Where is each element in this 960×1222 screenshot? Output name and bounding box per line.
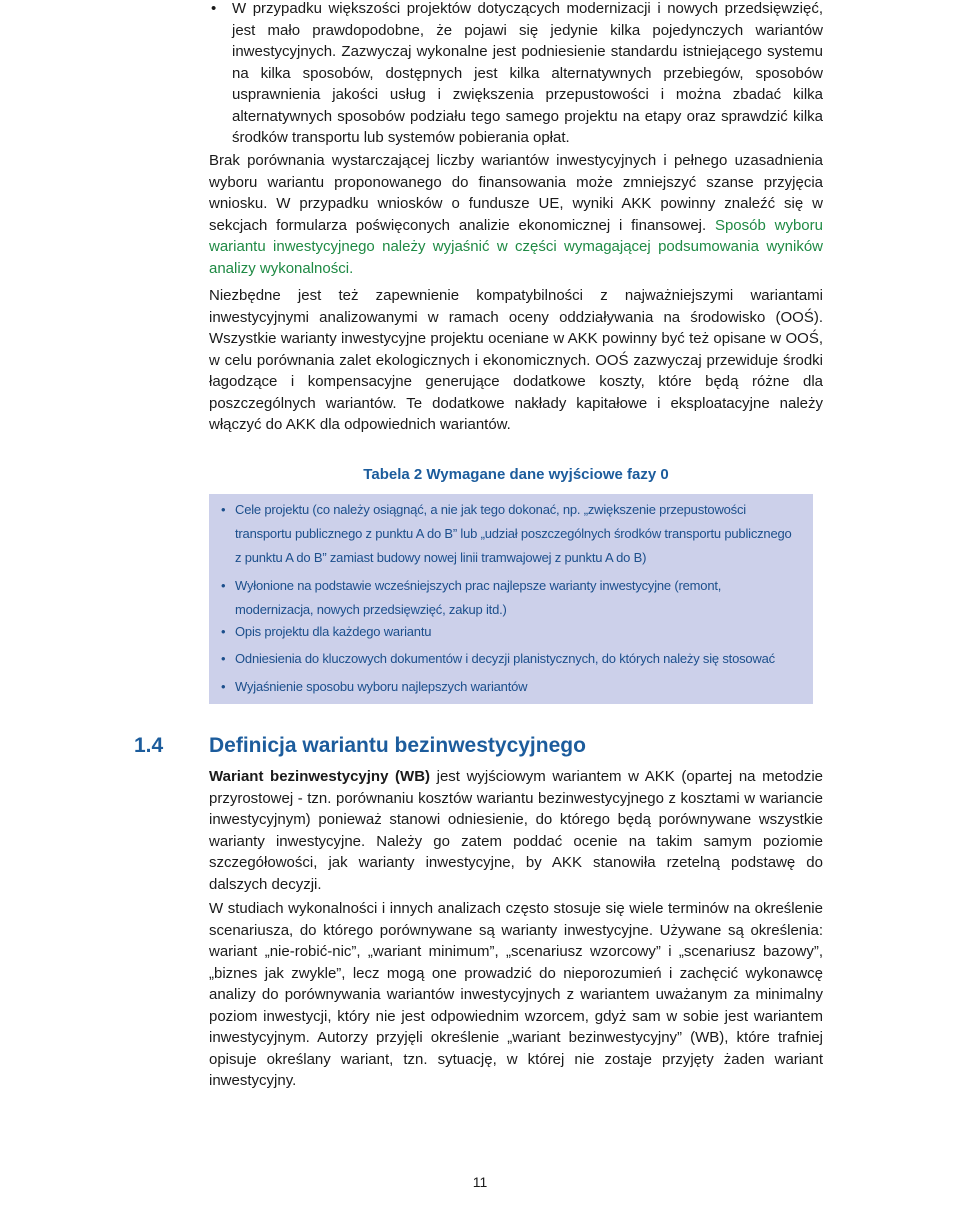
table-bullet: • [221,651,226,666]
bullet-top-text: W przypadku większości projektów dotyczących modernizacji i nowych przedsięwzięć, jest mało prawdopodobne, że pojawi się jedynie kilka pojedynczych wariantów inwestycyjnych. Zazwyczaj wykonalne jest podniesienie standardu istniejącego systemu na kilka sposobów, dostępnych jest kilka alternatywnych przebiegów, sposobów usprawnienia jakości usług i zwiększenia przepustowości i można zbadać kilka alternatywnych sposobów podziału tego samego projektu na etapy oraz sprawdzić kilka środków transportu lub systemów pobierania opłat. [232,0,823,146]
table-bullet: • [221,679,226,694]
table-box [209,494,813,704]
paragraph-comparison [209,150,823,279]
table-item-text: Odniesienia do kluczowych dokumentów i decyzji planistycznych, do których należy się stosować [235,651,775,666]
paragraph-comparison-main: Brak porównania wystarczającej liczby wariantów inwestycyjnych i pełnego uzasadnienia wyboru wariantu proponowanego do finansowania może zmniejszyć szanse przyjęcia wniosku. W przypadku wniosków o fundusze UE, wyniki AKK powinny znaleźć się w sekcjach formularza poświęconych analizie ekonomicznej i finansowej. [209,152,823,234]
table-item [221,620,795,644]
table-title: Tabela 2 Wymagane dane wyjściowe fazy 0 [363,466,669,483]
table-item [221,498,795,570]
bullet-marker: • [211,0,217,17]
table-bullet: • [221,578,226,593]
table-item [221,574,795,622]
table-item [221,647,795,671]
section-title: Definicja wariantu bezinwestycyjnego [209,734,586,757]
paragraph-compatibility: Niezbędne jest też zapewnienie kompatybilności z najważniejszymi wariantami inwestycyjnymi analizowanymi w ramach oceny oddziaływania na środowisko (OOŚ). Wszystkie warianty inwestycyjne projektu oceniane w AKK powinny być też opisane w OOŚ, w celu porównania zalet ekologicznych i ekonomicznych. OOŚ zazwyczaj przewiduje środki łagodzące i kompensacyjne generujące dodatkowe koszty, które będą różne dla poszczególnych wariantów. Te dodatkowe nakłady kapitałowe i eksploatacyjne należy włączyć do AKK dla odpowiednich wariantów. [209,287,823,433]
table-item-text: Opis projektu dla każdego wariantu [235,624,432,639]
wb-definition-text: jest wyjściowym wariantem w AKK (opartej na metodzie przyrostowej - tzn. porównaniu kosztów wariantu bezinwestycyjnego z kosztami w wariancie inwestycyjnym) ponieważ stanowi odniesienie, do którego będą porównywane wszystkie warianty inwestycyjne. Należy go zatem poddać ocenie na takim samym poziomie szczegółowości, jak warianty inwestycyjne, by AKK stanowiła rzetelną podstawę do dalszych decyzji. [209,768,823,893]
table-item [221,675,795,699]
table-item-text: Cele projektu (co należy osiągnąć, a nie jak tego dokonać, np. „zwiększenie przepustowości transportu publicznego z punktu A do B” lub „udział poszczególnych środków transportu publicznego z punktu A do B” zamiast budowy nowej linii tramwajowej z punktu A do B) [235,502,792,565]
section-number: 1.4 [134,734,164,757]
table-item-text: Wyjaśnienie sposobu wyboru najlepszych wariantów [235,679,528,694]
paragraph-terminology: W studiach wykonalności i innych analizach często stosuje się wiele terminów na określenie scenariusza, do którego porównywane są warianty inwestycyjne. Używane są określenia: wariant „nie-robić-nic”, „wariant minimum”, „scenariusz wzorcowy” i „scenariusz bazowy”, „biznes jak zwykle”, lecz mogą one prowadzić do nieporozumień i zachęcić wykonawcę analizy do porównywania wariantów inwestycyjnych z wariantem uważanym za minimalny poziom inwestycji, który nie jest odpowiednim wzorcem, gdyż sam w sobie jest wariantem inwestycyjnym. Autorzy przyjęli określenie „wariant bezinwestycyjny” (WB), które trafniej opisuje określany wariant, tzn. sytuację, w której nie zostaje przyjęty żaden wariant inwestycyjny. [209,900,823,1089]
page-number: 11 [472,1174,488,1190]
table-bullet: • [221,624,226,639]
wb-term: Wariant bezinwestycyjny (WB) [209,768,431,785]
paragraph-wb-definition [209,766,823,895]
table-bullet: • [221,502,226,517]
table-item-text: Wyłonione na podstawie wcześniejszych prac najlepsze warianty inwestycyjne (remont, modernizacja, nowych przedsięwzięć, zakup itd.) [235,578,722,617]
paragraph-comparison-highlight: Sposób wyboru wariantu inwestycyjnego należy wyjaśnić w części wymagającej podsumowania wyników analizy wykonalności. [209,216,823,277]
